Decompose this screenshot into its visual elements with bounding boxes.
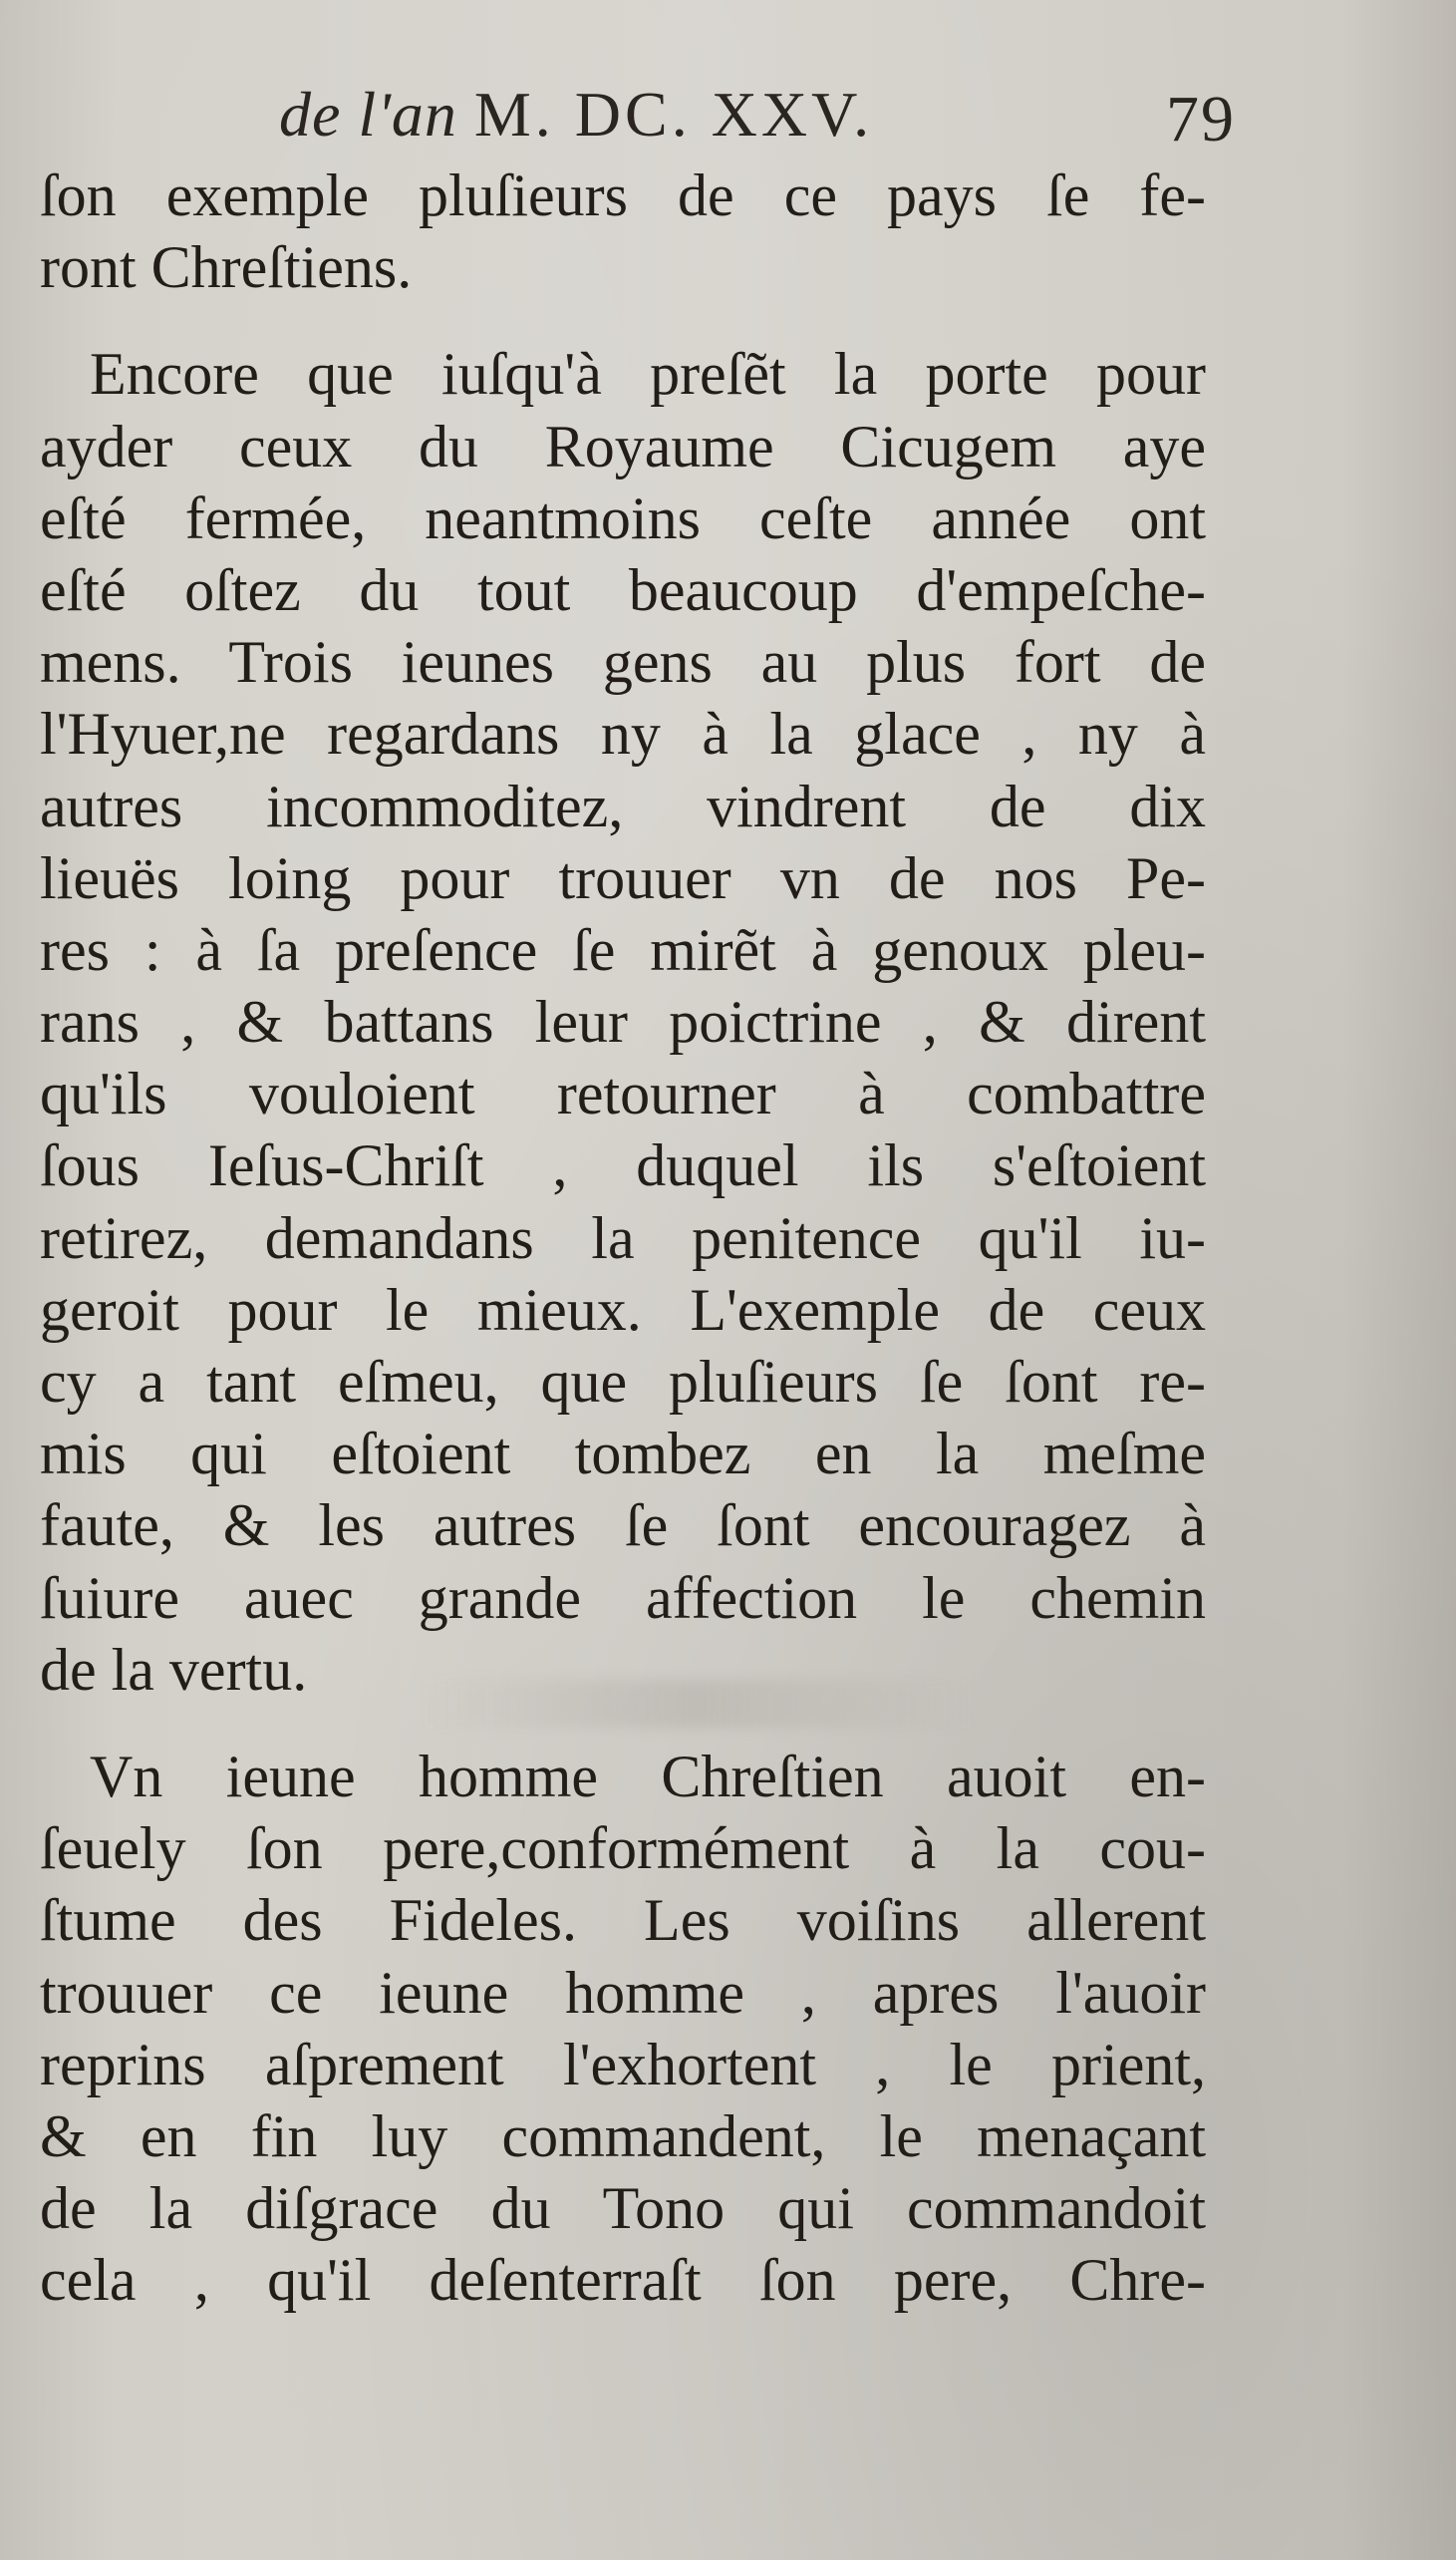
- paragraph-1: [40, 160, 1206, 303]
- text-line: ſtume des Fideles. Les voiſins allerent: [40, 1887, 1206, 1954]
- text-line: reprins aſprement l'exhortent , le prient,: [40, 2031, 1206, 2097]
- paragraph-2: [40, 338, 1206, 1706]
- text-line: Vn ieune homme Chreſtien auoit en-: [90, 1743, 1206, 1809]
- running-head: [279, 78, 1236, 167]
- text-line: & en fin luy commandent, le menaçant: [40, 2102, 1206, 2169]
- page-number: 79: [1166, 83, 1236, 156]
- text-line: ſous Ieſus-Chriſt , duquel ils s'eſtoient: [40, 1132, 1206, 1199]
- text-line: mis qui eſtoient tombez en la meſme: [40, 1421, 1206, 1487]
- text-line: autres incommoditez, vindrent de dix: [40, 773, 1206, 839]
- text-line: lieuës loing pour trouuer vn de nos Pe-: [40, 844, 1206, 911]
- text-line: ſeuely ſon pere,conformément à la cou-: [40, 1815, 1206, 1882]
- text-line: eſté oſtez du tout beaucoup d'empeſche-: [40, 556, 1206, 623]
- text-line: cy a tant eſmeu, que pluſieurs ſe ſont re-: [40, 1349, 1206, 1415]
- running-title-year: M. DC. XXV.: [473, 79, 874, 150]
- text-line: qu'ils vouloient retourner à combattre: [40, 1061, 1206, 1127]
- text-line: rans , & battans leur poictrine , & dirent: [40, 989, 1206, 1056]
- text-line: faute, & les autres ſe ſont encouragez à: [40, 1492, 1206, 1559]
- body-text: [40, 160, 1206, 2316]
- paragraph-gap: [40, 303, 1206, 338]
- text-line: mens. Trois ieunes gens au plus fort de: [40, 629, 1206, 696]
- text-line: res : à ſa preſence ſe mirẽt à genoux pleu-: [40, 916, 1206, 983]
- text-line: retirez, demandans la penitence qu'il iu-: [40, 1204, 1206, 1271]
- text-line: de la vertu.: [40, 1636, 308, 1703]
- text-line: Encore que iuſqu'à preſẽt la porte pour: [90, 341, 1206, 408]
- text-line: trouuer ce ieune homme , apres l'auoir: [40, 1959, 1206, 2026]
- text-line: ſon exemple pluſieurs de ce pays ſe fe-: [40, 162, 1206, 228]
- text-line: ront Chreſtiens.: [40, 234, 413, 301]
- text-line: cela , qu'il deſenterraſt ſon pere, Chre-: [40, 2247, 1206, 2314]
- text-line: ayder ceux du Royaume Cicugem aye: [40, 413, 1206, 480]
- running-title-text: de l'an: [279, 79, 457, 150]
- text-line: ſuiure auec grande affection le chemin: [40, 1564, 1206, 1631]
- paragraph-3: [40, 1741, 1206, 2317]
- text-line: de la diſgrace du Tono qui commandoit: [40, 2175, 1206, 2242]
- text-line: eſté fermée, neantmoins ceſte année ont: [40, 484, 1206, 551]
- paragraph-gap: [40, 1706, 1206, 1741]
- running-title: [279, 78, 873, 152]
- text-line: l'Hyuer,ne regardans ny à la glace , ny à: [40, 701, 1206, 768]
- text-line: geroit pour le mieux. L'exemple de ceux: [40, 1276, 1206, 1343]
